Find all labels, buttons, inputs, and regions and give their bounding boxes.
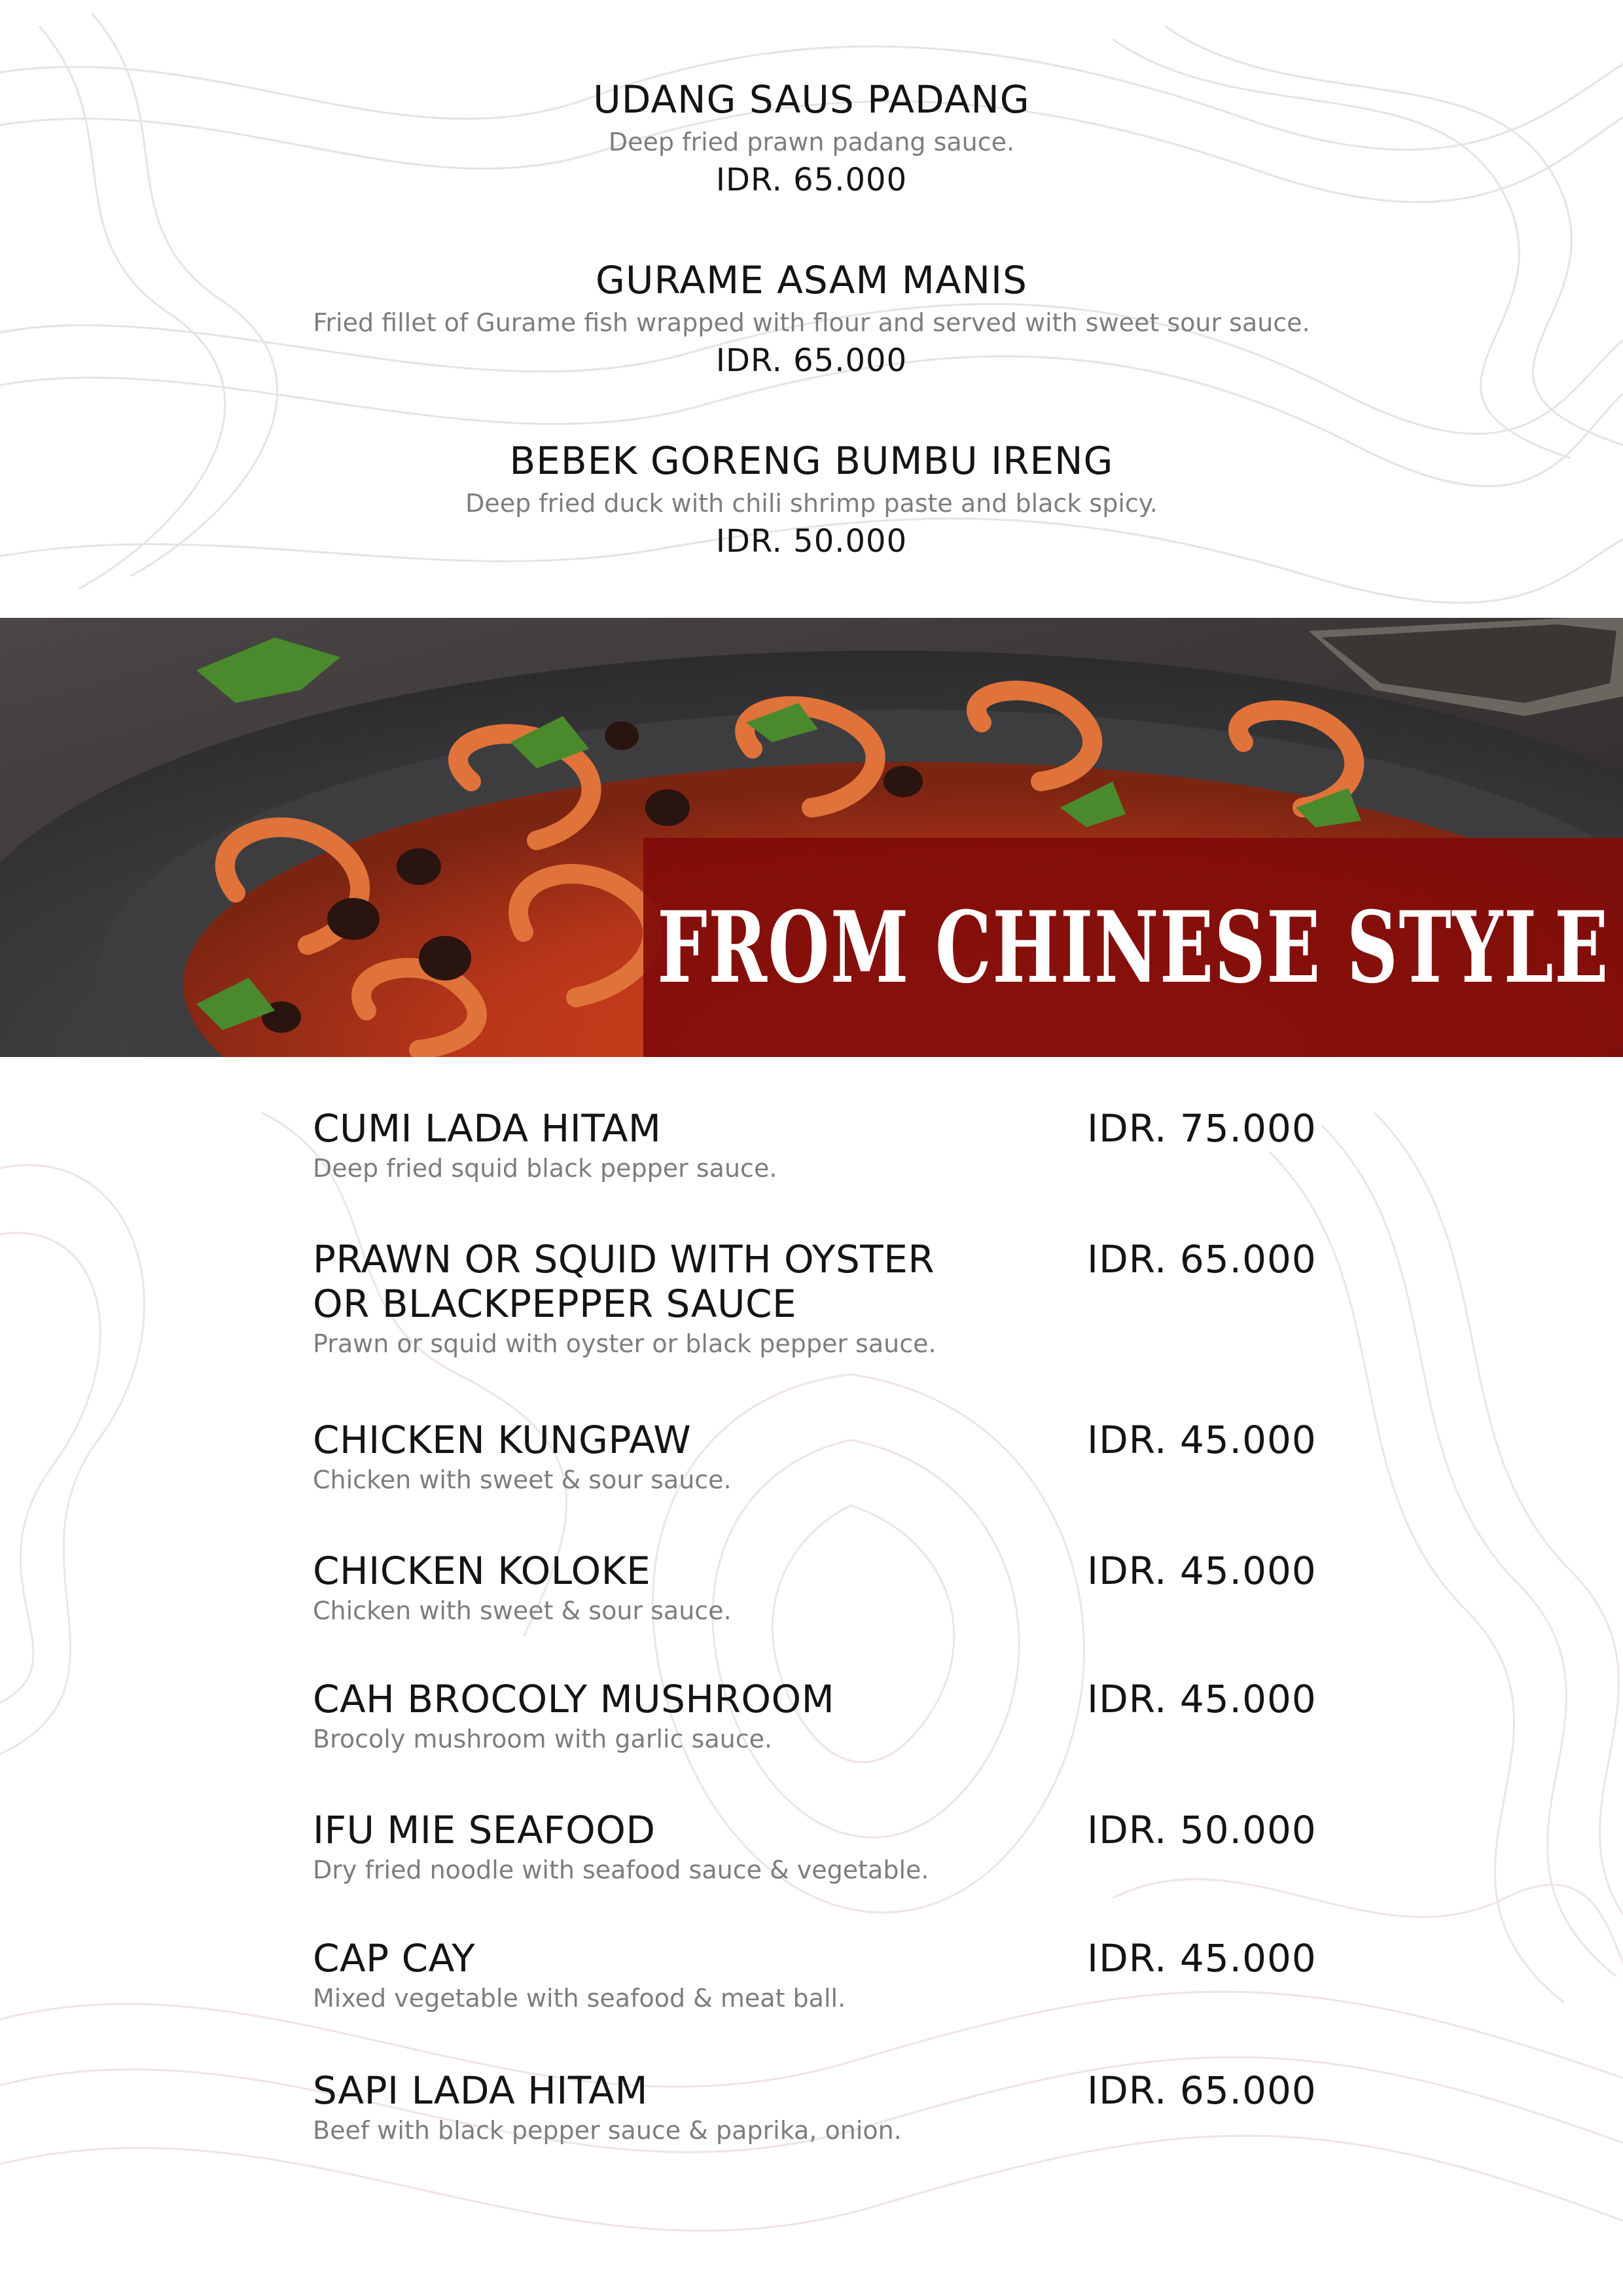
- menu-item: [313, 1549, 1321, 1677]
- item-name: BEBEK GORENG BUMBU IRENG: [509, 439, 1114, 483]
- item-name: UDANG SAUS PADANG: [593, 77, 1030, 122]
- item-description: Deep fried squid black pepper sauce.: [313, 1154, 777, 1183]
- menu-item: [313, 1106, 1321, 1237]
- menu-item: [0, 73, 1623, 254]
- item-price: IDR. 75.000: [1087, 1106, 1317, 1151]
- menu-item: [0, 254, 1623, 435]
- item-price: IDR. 50.000: [715, 523, 908, 560]
- item-name: IFU MIE SEAFOOD: [313, 1808, 656, 1852]
- item-name: PRAWN OR SQUID WITH OYSTER OR BLACKPEPPER SAUCE: [313, 1237, 935, 1326]
- menu-item: [313, 1677, 1321, 1808]
- item-description: Dry fried noodle with seafood sauce & vegetable.: [313, 1856, 929, 1884]
- item-description: Chicken with sweet & sour sauce.: [313, 1596, 732, 1625]
- item-name: CAH BROCOLY MUSHROOM: [313, 1677, 835, 1721]
- item-name: GURAME ASAM MANIS: [596, 258, 1027, 302]
- menu-item: [313, 1418, 1321, 1549]
- menu-item: [313, 1237, 1321, 1418]
- item-price: IDR. 65.000: [715, 162, 908, 198]
- item-price: IDR. 65.000: [715, 342, 908, 379]
- item-price: IDR. 45.000: [1087, 1936, 1317, 1981]
- item-description: Deep fried prawn padang sauce.: [608, 128, 1015, 156]
- item-description: Fried fillet of Gurame fish wrapped with flour and served with sweet sour sauce.: [313, 308, 1310, 337]
- item-name: CAP CAY: [313, 1936, 476, 1981]
- item-price: IDR. 65.000: [1087, 1237, 1317, 1282]
- item-name: CHICKEN KOLOKE: [313, 1549, 651, 1593]
- item-price: IDR. 50.000: [1087, 1808, 1317, 1852]
- item-description: Brocoly mushroom with garlic sauce.: [313, 1725, 773, 1753]
- section-banner: [0, 618, 1623, 1057]
- item-price: IDR. 45.000: [1087, 1418, 1317, 1462]
- menu-item: [313, 1808, 1321, 1936]
- chinese-menu-list: [313, 1106, 1321, 2199]
- item-description: Mixed vegetable with seafood & meat ball.: [313, 1984, 846, 2013]
- item-price: IDR. 45.000: [1087, 1549, 1317, 1593]
- menu-item: [313, 2068, 1321, 2199]
- item-description: Deep fried duck with chili shrimp paste and black spicy.: [465, 489, 1158, 518]
- item-description: Beef with black pepper sauce & paprika, onion.: [313, 2116, 902, 2145]
- item-price: IDR. 65.000: [1087, 2068, 1317, 2113]
- item-price: IDR. 45.000: [1087, 1677, 1317, 1721]
- section-title: FROM CHINESE STYLE: [657, 890, 1609, 1005]
- menu-item: [313, 1936, 1321, 2068]
- top-menu-list: [0, 73, 1623, 615]
- item-name: CUMI LADA HITAM: [313, 1106, 662, 1151]
- item-description: Prawn or squid with oyster or black pepper sauce.: [313, 1329, 936, 1358]
- section-title-box: [643, 838, 1623, 1057]
- menu-item: [0, 435, 1623, 615]
- item-description: Chicken with sweet & sour sauce.: [313, 1465, 732, 1494]
- item-name: CHICKEN KUNGPAW: [313, 1418, 692, 1462]
- item-name: SAPI LADA HITAM: [313, 2068, 649, 2113]
